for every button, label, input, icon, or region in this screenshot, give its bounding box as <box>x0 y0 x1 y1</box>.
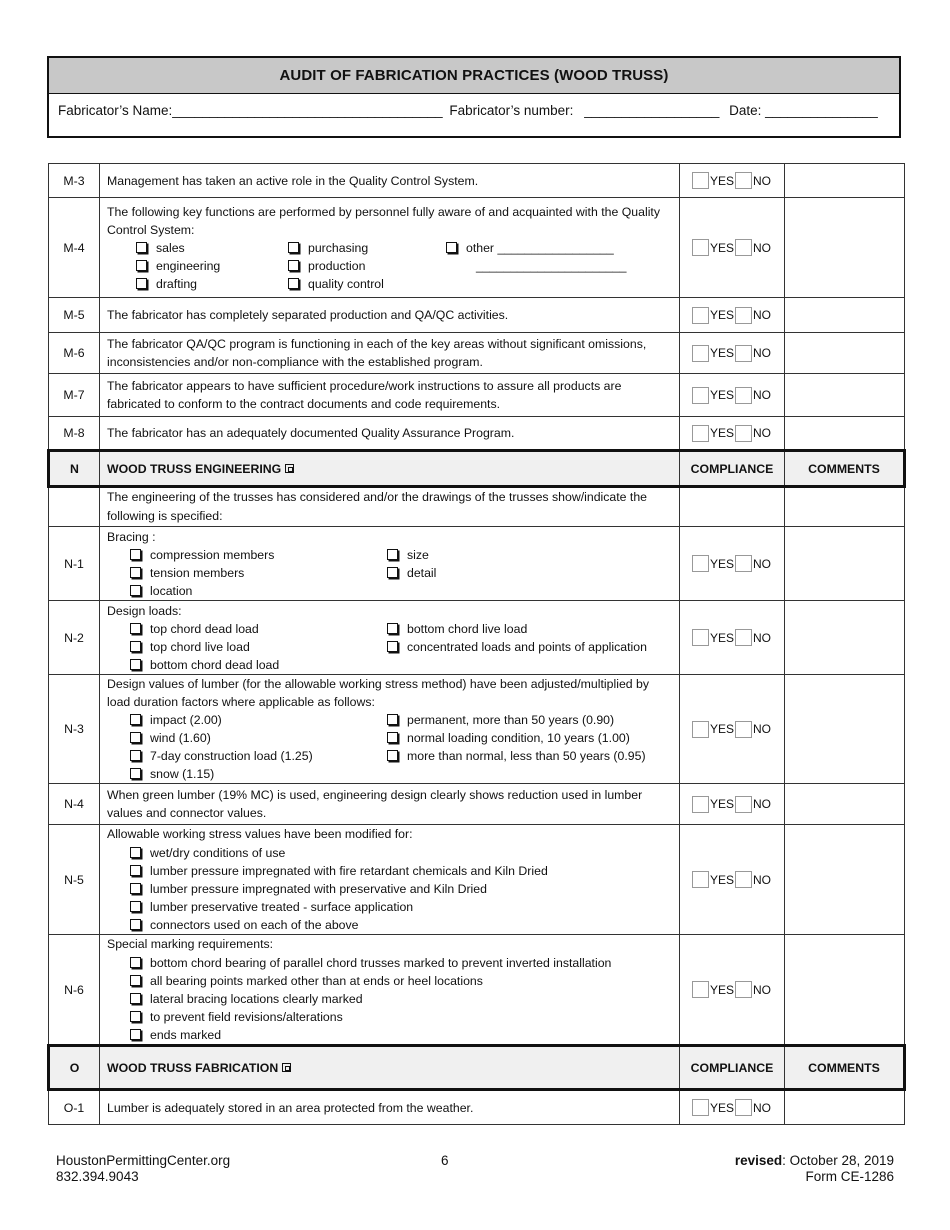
comments-cell[interactable] <box>785 298 905 333</box>
table-row <box>49 935 905 1046</box>
table-row <box>49 333 905 374</box>
table-row <box>49 417 905 451</box>
fabricator-name-label: Fabricator’s Name: <box>58 103 173 118</box>
yes-checkbox[interactable] <box>692 307 709 324</box>
table-row <box>49 825 905 935</box>
option-item[interactable]: permanent, more than 50 years (0.90) <box>387 711 677 729</box>
yes-checkbox[interactable] <box>692 425 709 442</box>
no-label: NO <box>753 982 772 997</box>
checkbox-icon <box>136 278 147 289</box>
no-checkbox[interactable] <box>735 239 752 256</box>
checkbox-icon <box>130 975 141 986</box>
yes-checkbox[interactable] <box>692 555 709 572</box>
fabricator-name-field[interactable]: ____________________________________ <box>172 103 443 118</box>
row-text: Management has taken an active role in the Quality Control System. <box>100 164 680 198</box>
no-label: NO <box>753 797 772 811</box>
section-title: WOOD TRUSS ENGINEERING <box>107 461 282 476</box>
comments-cell[interactable] <box>785 935 905 1046</box>
row-code: M-5 <box>49 298 100 333</box>
yes-label: YES <box>710 426 735 440</box>
row-code: M-3 <box>49 164 100 198</box>
comments-cell[interactable] <box>785 333 905 374</box>
option-item[interactable]: lumber pressure impregnated with preservative and Kiln Dried <box>130 880 672 898</box>
yes-checkbox[interactable] <box>692 239 709 256</box>
no-label: NO <box>753 388 772 402</box>
checkbox-icon <box>130 750 141 761</box>
option-item[interactable]: bottom chord dead load <box>130 656 387 674</box>
row-content <box>100 198 680 298</box>
table-row <box>49 164 905 198</box>
option-item[interactable]: more than normal, less than 50 years (0.95) <box>387 747 677 765</box>
yes-label: YES <box>710 173 735 188</box>
checkbox-icon <box>130 659 141 670</box>
table-row <box>49 298 905 333</box>
comments-cell[interactable] <box>785 487 905 527</box>
comments-cell[interactable] <box>785 527 905 601</box>
option-item[interactable]: size <box>387 546 677 564</box>
no-checkbox[interactable] <box>735 871 752 888</box>
yes-label: YES <box>710 308 735 322</box>
row-content <box>100 527 680 601</box>
checkbox-icon <box>446 242 457 253</box>
comments-cell[interactable] <box>785 825 905 935</box>
table-row <box>49 487 905 527</box>
footer-left <box>56 1153 230 1185</box>
no-label: NO <box>753 426 772 440</box>
compliance-cell <box>680 1090 785 1125</box>
no-checkbox[interactable] <box>735 425 752 442</box>
comments-cell[interactable] <box>785 198 905 298</box>
option-item[interactable]: other _________________ <box>446 239 646 257</box>
option-item[interactable]: top chord dead load <box>130 620 387 638</box>
row-label: Bracing : <box>107 529 156 544</box>
no-checkbox[interactable] <box>735 1099 752 1116</box>
footer-revised <box>735 1153 894 1169</box>
checkbox-icon <box>130 1011 141 1022</box>
comments-header: COMMENTS <box>785 1046 905 1090</box>
comments-cell[interactable] <box>785 784 905 825</box>
option-item[interactable]: lumber preservative treated - surface application <box>130 898 672 916</box>
yes-checkbox[interactable] <box>692 387 709 404</box>
date-label: Date: <box>729 103 762 118</box>
compliance-cell <box>680 527 785 601</box>
option-item[interactable]: detail <box>387 564 677 582</box>
date-field[interactable]: _______________ <box>765 103 878 118</box>
row-code: N-5 <box>49 825 100 935</box>
option-item[interactable]: production <box>288 257 446 275</box>
option-list <box>107 620 672 674</box>
table-row <box>49 374 905 417</box>
fabricator-info-line <box>49 94 899 118</box>
option-item[interactable]: purchasing <box>288 239 446 257</box>
compliance-cell <box>680 601 785 675</box>
compliance-cell <box>680 374 785 417</box>
no-label: NO <box>753 173 772 188</box>
table-row <box>49 784 905 825</box>
no-label: NO <box>753 346 772 360</box>
no-checkbox[interactable] <box>735 721 752 738</box>
compliance-cell <box>680 825 785 935</box>
form-header <box>47 56 901 138</box>
option-item[interactable]: all bearing points marked other than at ends or heel locations <box>130 972 672 990</box>
option-item[interactable]: 7-day construction load (1.25) <box>130 747 387 765</box>
yes-checkbox[interactable] <box>692 796 709 813</box>
checkbox-icon <box>387 641 398 652</box>
option-item[interactable]: lumber pressure impregnated with fire retardant chemicals and Kiln Dried <box>130 862 672 880</box>
checkbox-icon <box>130 1029 141 1040</box>
table-row <box>49 601 905 675</box>
option-item[interactable]: engineering <box>136 257 288 275</box>
option-item[interactable]: ends marked <box>130 1026 672 1044</box>
compliance-cell <box>680 198 785 298</box>
section-code: O <box>49 1046 100 1090</box>
section-title-cell <box>100 1046 680 1090</box>
option-item[interactable]: normal loading condition, 10 years (1.00) <box>387 729 677 747</box>
option-item[interactable]: location <box>130 582 387 600</box>
no-checkbox[interactable] <box>735 555 752 572</box>
no-label: NO <box>753 556 772 571</box>
row-code: M-8 <box>49 417 100 451</box>
checkbox-icon <box>288 278 299 289</box>
row-code: N-3 <box>49 675 100 784</box>
audit-table <box>47 163 906 1125</box>
checkbox-icon <box>387 750 398 761</box>
no-label: NO <box>753 240 772 255</box>
checkbox-icon <box>387 567 398 578</box>
yes-label: YES <box>710 240 735 255</box>
checkbox-icon <box>130 714 141 725</box>
no-label: NO <box>753 630 772 645</box>
compliance-cell <box>680 487 785 527</box>
option-item[interactable]: concentrated loads and points of application <box>387 638 677 656</box>
checkbox-icon <box>130 549 141 560</box>
checkbox-icon <box>288 260 299 271</box>
no-label: NO <box>753 1100 772 1115</box>
checkbox-icon <box>130 919 141 930</box>
section-title: WOOD TRUSS FABRICATION <box>107 1060 279 1075</box>
yes-label: YES <box>710 630 735 645</box>
checkbox-icon <box>387 714 398 725</box>
yes-checkbox[interactable] <box>692 871 709 888</box>
form-title: AUDIT OF FABRICATION PRACTICES (WOOD TRUSS) <box>49 58 899 94</box>
checkbox-icon <box>288 242 299 253</box>
option-item[interactable]: lateral bracing locations clearly marked <box>130 990 672 1008</box>
yes-label: YES <box>710 982 735 997</box>
comments-cell[interactable] <box>785 164 905 198</box>
compliance-cell <box>680 935 785 1046</box>
comments-header: COMMENTS <box>785 451 905 487</box>
row-content <box>100 675 680 784</box>
checkbox-icon <box>130 732 141 743</box>
checkbox-icon <box>130 883 141 894</box>
row-code: N-6 <box>49 935 100 1046</box>
table-row <box>49 1090 905 1125</box>
checkbox-icon <box>130 585 141 596</box>
option-item[interactable]: impact (2.00) <box>130 711 387 729</box>
other-field[interactable]: _________________ <box>497 240 614 255</box>
other-field-2[interactable]: ______________________ <box>476 258 627 273</box>
fabricator-number-field[interactable]: __________________ <box>584 103 720 118</box>
option-list <box>107 844 672 934</box>
revised-date: : October 28, 2019 <box>782 1153 894 1168</box>
no-label: NO <box>753 308 772 322</box>
yes-label: YES <box>710 872 735 887</box>
fabricator-number-label: Fabricator’s number: <box>449 103 574 118</box>
no-checkbox[interactable] <box>735 387 752 404</box>
option-item[interactable]: top chord live load <box>130 638 387 656</box>
checkbox-icon <box>130 993 141 1004</box>
comments-cell[interactable] <box>785 675 905 784</box>
row-label: Allowable working stress values have been modified for: <box>107 827 413 841</box>
yes-checkbox[interactable] <box>692 172 709 189</box>
row-text: The fabricator has an adequately documented Quality Assurance Program. <box>100 417 680 451</box>
checkbox-icon <box>130 957 141 968</box>
yes-checkbox[interactable] <box>692 721 709 738</box>
row-content <box>100 601 680 675</box>
option-item[interactable]: bottom chord bearing of parallel chord trusses marked to prevent inverted installation <box>130 954 672 972</box>
row-code: N-4 <box>49 784 100 825</box>
footer-right <box>735 1153 894 1185</box>
row-text: The fabricator has completely separated production and QA/QC activities. <box>100 298 680 333</box>
row-text: The engineering of the trusses has considered and/or the drawings of the trusses show/indicate the following is specified: <box>100 487 680 527</box>
comments-cell[interactable] <box>785 374 905 417</box>
option-list <box>107 954 672 1044</box>
checkbox-icon <box>130 847 141 858</box>
row-code: O-1 <box>49 1090 100 1125</box>
row-label: Design loads: <box>107 603 182 618</box>
no-checkbox[interactable] <box>735 345 752 362</box>
no-checkbox[interactable] <box>735 629 752 646</box>
row-code-empty <box>49 487 100 527</box>
comments-cell[interactable] <box>785 417 905 451</box>
compliance-cell <box>680 417 785 451</box>
checkbox-icon <box>130 623 141 634</box>
footer-website[interactable]: HoustonPermittingCenter.org <box>56 1153 231 1168</box>
no-checkbox[interactable] <box>735 981 752 998</box>
row-content <box>100 935 680 1046</box>
footer-page-number: 6 <box>441 1153 449 1168</box>
table-row <box>49 675 905 784</box>
option-item[interactable]: tension members <box>130 564 387 582</box>
option-item[interactable]: wind (1.60) <box>130 729 387 747</box>
yes-label: YES <box>710 722 735 736</box>
row-code: N-2 <box>49 601 100 675</box>
square-symbol-icon <box>282 1063 291 1072</box>
compliance-cell <box>680 333 785 374</box>
checkbox-icon <box>136 242 147 253</box>
row-code: M-7 <box>49 374 100 417</box>
row-text: The fabricator appears to have sufficient procedure/work instructions to assure all products are fabricated to conform to the contract documents and code requirements. <box>100 374 680 417</box>
yes-label: YES <box>710 388 735 402</box>
row-text: The following key functions are performed by personnel fully aware of and acquainted with the Quality Control System: <box>107 204 660 237</box>
no-label: NO <box>753 722 772 736</box>
square-symbol-icon <box>285 464 294 473</box>
option-item[interactable]: to prevent field revisions/alterations <box>130 1008 672 1026</box>
compliance-cell <box>680 784 785 825</box>
no-checkbox[interactable] <box>735 172 752 189</box>
compliance-header: COMPLIANCE <box>680 451 785 487</box>
checkbox-icon <box>387 623 398 634</box>
option-list <box>107 711 672 783</box>
checkbox-icon <box>130 641 141 652</box>
section-code: N <box>49 451 100 487</box>
option-item[interactable]: bottom chord live load <box>387 620 677 638</box>
option-item[interactable]: compression members <box>130 546 387 564</box>
option-item[interactable]: sales <box>136 239 288 257</box>
row-content <box>100 825 680 935</box>
yes-checkbox[interactable] <box>692 345 709 362</box>
table-row <box>49 198 905 298</box>
section-header-o <box>49 1046 905 1090</box>
comments-cell[interactable] <box>785 601 905 675</box>
row-label: Design values of lumber (for the allowable working stress method) have been adjusted/multiplied by load duration factors where applicable as follows: <box>107 677 650 709</box>
row-label: Special marking requirements: <box>107 937 274 951</box>
yes-checkbox[interactable] <box>692 1099 709 1116</box>
comments-cell[interactable] <box>785 1090 905 1125</box>
option-item[interactable]: quality control <box>288 275 446 293</box>
yes-checkbox[interactable] <box>692 629 709 646</box>
row-text: When green lumber (19% MC) is used, engineering design clearly shows reduction used in lumber values and connector values. <box>100 784 680 825</box>
checkbox-icon <box>136 260 147 271</box>
option-list <box>107 546 672 600</box>
yes-label: YES <box>710 556 735 571</box>
compliance-cell <box>680 298 785 333</box>
row-text: The fabricator QA/QC program is functioning in each of the key areas without significant omissions, inconsistencies and/or non-compliance with the established program. <box>100 333 680 374</box>
table-row <box>49 527 905 601</box>
option-item[interactable]: connectors used on each of the above <box>130 916 672 934</box>
section-title-cell <box>100 451 680 487</box>
no-checkbox[interactable] <box>735 307 752 324</box>
option-item[interactable]: drafting <box>136 275 288 293</box>
row-code: M-4 <box>49 198 100 298</box>
option-item[interactable]: snow (1.15) <box>130 765 387 783</box>
compliance-cell <box>680 164 785 198</box>
compliance-cell <box>680 675 785 784</box>
checkbox-icon <box>130 901 141 912</box>
checkbox-icon <box>387 549 398 560</box>
option-item[interactable]: wet/dry conditions of use <box>130 844 672 862</box>
row-code: M-6 <box>49 333 100 374</box>
revised-label: revised <box>734 1153 783 1168</box>
footer-form-number: Form CE-1286 <box>805 1169 894 1184</box>
yes-label: YES <box>710 797 735 811</box>
yes-label: YES <box>710 346 735 360</box>
checkbox-icon <box>387 732 398 743</box>
row-code: N-1 <box>49 527 100 601</box>
row-text: Lumber is adequately stored in an area protected from the weather. <box>100 1090 680 1125</box>
checkbox-icon <box>130 865 141 876</box>
no-label: NO <box>753 872 772 887</box>
section-header-n <box>49 451 905 487</box>
function-options <box>107 239 672 293</box>
yes-label: YES <box>710 1100 735 1115</box>
no-checkbox[interactable] <box>735 796 752 813</box>
compliance-header: COMPLIANCE <box>680 1046 785 1090</box>
yes-checkbox[interactable] <box>692 981 709 998</box>
footer-phone: 832.394.9043 <box>56 1169 139 1184</box>
checkbox-icon <box>130 768 141 779</box>
checkbox-icon <box>130 567 141 578</box>
